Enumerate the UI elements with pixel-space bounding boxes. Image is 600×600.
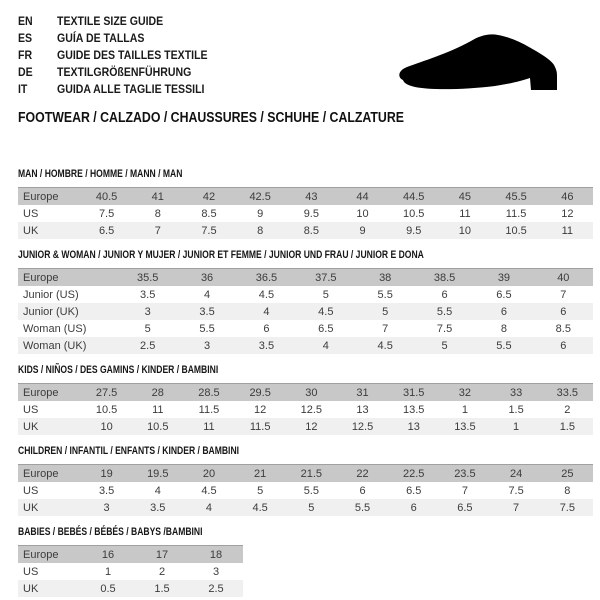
size-tables bbox=[18, 168, 600, 597]
size-cell: 30 bbox=[305, 386, 318, 399]
language-label: GUÍA DE TALLAS bbox=[57, 31, 145, 45]
row-label: US bbox=[23, 484, 39, 497]
size-cell: 8.5 bbox=[201, 207, 217, 220]
size-cell: 5 bbox=[257, 484, 264, 497]
table-row bbox=[18, 320, 593, 337]
size-cell: 5.5 bbox=[199, 322, 215, 335]
size-cell: 5 bbox=[144, 322, 151, 335]
size-cell: 7.5 bbox=[201, 224, 217, 237]
size-cell: 42.5 bbox=[249, 190, 271, 203]
row-label: US bbox=[23, 565, 39, 578]
size-cell: 12.5 bbox=[300, 403, 323, 416]
size-cell: 22.5 bbox=[403, 467, 425, 480]
size-cell: 8 bbox=[564, 484, 571, 497]
size-cell: 6 bbox=[560, 305, 567, 318]
size-cell: 41 bbox=[151, 190, 164, 203]
size-cell: 5 bbox=[322, 288, 329, 301]
size-cell: 10.5 bbox=[147, 420, 169, 433]
row-label: Woman (US) bbox=[23, 322, 87, 335]
size-cell: 3 bbox=[212, 565, 220, 578]
size-cell: 4 bbox=[263, 305, 270, 318]
row-label: Europe bbox=[23, 467, 59, 480]
size-cell: 23.5 bbox=[454, 467, 476, 480]
size-cell: 1.5 bbox=[154, 582, 170, 595]
size-cell: 39 bbox=[497, 271, 511, 284]
size-cell: 21.5 bbox=[300, 467, 323, 480]
size-cell: 16 bbox=[101, 548, 115, 561]
size-cell: 3 bbox=[144, 305, 151, 318]
size-cell: 38.5 bbox=[433, 271, 456, 284]
size-cell: 33.5 bbox=[556, 386, 579, 399]
size-cell: 5.5 bbox=[377, 288, 393, 301]
size-cell: 38 bbox=[379, 271, 392, 284]
table-row bbox=[18, 303, 593, 320]
table-row bbox=[18, 337, 593, 354]
size-cell: 11 bbox=[152, 403, 164, 416]
row-label: US bbox=[23, 403, 39, 416]
table-header-row bbox=[18, 546, 243, 564]
table-row bbox=[18, 222, 593, 239]
size-cell: 8.5 bbox=[303, 224, 319, 237]
row-label: UK bbox=[23, 420, 39, 433]
size-cell: 12 bbox=[561, 207, 574, 220]
size-cell: 6 bbox=[560, 339, 567, 352]
size-cell: 6.5 bbox=[406, 484, 422, 497]
size-cell: 5.5 bbox=[496, 339, 512, 352]
size-table bbox=[18, 383, 593, 435]
size-cell: 1 bbox=[513, 420, 520, 433]
size-cell: 29.5 bbox=[249, 386, 271, 399]
table-row bbox=[18, 418, 593, 435]
table-header-row bbox=[18, 465, 593, 483]
size-cell: 8.5 bbox=[555, 322, 571, 335]
size-cell: 13.5 bbox=[403, 403, 425, 416]
size-cell: 13 bbox=[407, 420, 420, 433]
size-cell: 44 bbox=[356, 190, 369, 203]
size-cell: 35.5 bbox=[136, 271, 159, 284]
row-label: Europe bbox=[23, 548, 59, 561]
size-cell: 7 bbox=[513, 501, 520, 514]
size-cell: 21 bbox=[254, 467, 267, 480]
size-cell: 5.5 bbox=[436, 305, 453, 318]
row-label: Europe bbox=[23, 190, 59, 203]
size-cell: 24 bbox=[509, 467, 523, 480]
size-cell: 36 bbox=[200, 271, 214, 284]
table-row bbox=[18, 563, 243, 580]
table-header-row bbox=[18, 269, 593, 287]
size-cell: 32 bbox=[458, 386, 472, 399]
size-cell: 37.5 bbox=[315, 271, 337, 284]
table-row bbox=[18, 499, 593, 516]
size-cell: 5 bbox=[308, 501, 315, 514]
size-cell: 7.5 bbox=[559, 501, 575, 514]
size-cell: 18 bbox=[209, 548, 223, 561]
size-cell: 7.5 bbox=[98, 207, 115, 220]
size-cell: 40 bbox=[557, 271, 570, 284]
size-cell: 43 bbox=[305, 190, 318, 203]
size-cell: 9 bbox=[359, 224, 366, 237]
shoe-icon bbox=[396, 28, 576, 96]
section-title-text: JUNIOR & WOMAN / JUNIOR Y MUJER / JUNIOR ET FEMME / JUNIOR UND FRAU / JUNIOR E DONA bbox=[18, 249, 424, 261]
size-cell: 9.5 bbox=[303, 207, 319, 220]
size-cell: 10.5 bbox=[95, 403, 118, 416]
size-cell: 36.5 bbox=[255, 271, 278, 284]
row-label: UK bbox=[23, 501, 39, 514]
size-table bbox=[18, 545, 243, 597]
size-cell: 4.5 bbox=[258, 288, 275, 301]
size-cell: 1.5 bbox=[559, 420, 575, 433]
size-cell: 4 bbox=[204, 288, 211, 301]
table-header-row bbox=[18, 188, 593, 206]
table-row bbox=[18, 401, 593, 418]
table-row bbox=[18, 286, 593, 303]
size-cell: 6.5 bbox=[318, 322, 334, 335]
row-label: Junior (UK) bbox=[23, 305, 79, 318]
row-label: Europe bbox=[23, 386, 59, 399]
size-cell: 10 bbox=[356, 207, 369, 220]
language-code: DE bbox=[18, 65, 33, 79]
size-cell: 1 bbox=[104, 565, 112, 578]
size-cell: 8 bbox=[257, 224, 264, 237]
size-section bbox=[18, 526, 600, 597]
size-cell: 46 bbox=[561, 190, 574, 203]
size-cell: 11.5 bbox=[249, 420, 271, 433]
size-cell: 20 bbox=[202, 467, 216, 480]
size-cell: 7 bbox=[382, 322, 389, 335]
size-cell: 3.5 bbox=[258, 339, 275, 352]
language-label: TEXTILE SIZE GUIDE bbox=[57, 14, 164, 28]
size-cell: 12 bbox=[254, 403, 267, 416]
language-label: TEXTILGRÖßENFÜHRUNG bbox=[57, 65, 192, 79]
size-cell: 4 bbox=[154, 484, 161, 497]
size-cell: 3.5 bbox=[199, 305, 215, 318]
language-code: ES bbox=[18, 31, 33, 45]
size-cell: 1.5 bbox=[508, 403, 524, 416]
size-cell: 10.5 bbox=[505, 224, 527, 237]
size-cell: 28.5 bbox=[198, 386, 220, 399]
language-label: GUIDA ALLE TAGLIE TESSILI bbox=[57, 82, 205, 96]
size-cell: 11 bbox=[459, 207, 471, 220]
size-cell: 4.5 bbox=[377, 339, 393, 352]
section-title bbox=[18, 168, 600, 180]
table-row bbox=[18, 482, 593, 499]
section-title bbox=[18, 364, 600, 376]
size-cell: 5 bbox=[382, 305, 389, 318]
size-cell: 13 bbox=[356, 403, 369, 416]
size-cell: 4.5 bbox=[201, 484, 217, 497]
row-label: UK bbox=[23, 582, 39, 595]
size-cell: 6.5 bbox=[457, 501, 473, 514]
size-cell: 11 bbox=[203, 420, 215, 433]
size-cell: 11.5 bbox=[505, 207, 527, 220]
table-row bbox=[18, 580, 243, 597]
size-cell: 10 bbox=[100, 420, 113, 433]
section-title-text: CHILDREN / INFANTIL / ENFANTS / KINDER / BAMBINI bbox=[18, 445, 240, 457]
size-cell: 6 bbox=[410, 501, 417, 514]
size-cell: 7 bbox=[154, 224, 161, 237]
size-cell: 0.5 bbox=[100, 582, 116, 595]
size-section bbox=[18, 249, 600, 354]
size-section bbox=[18, 364, 600, 435]
size-cell: 7 bbox=[461, 484, 468, 497]
header bbox=[18, 13, 600, 98]
section-title bbox=[18, 445, 600, 457]
size-section bbox=[18, 168, 600, 239]
category-heading-text: FOOTWEAR / CALZADO / CHAUSSURES / SCHUHE / CALZATURE bbox=[18, 110, 404, 126]
section-title-text: MAN / HOMBRE / HOMME / MANN / MAN bbox=[18, 168, 183, 180]
language-code: IT bbox=[18, 82, 28, 96]
language-code: FR bbox=[18, 48, 33, 62]
size-cell: 5.5 bbox=[354, 501, 371, 514]
section-title-text: KIDS / NIÑOS / DES GAMINS / KINDER / BAMBINI bbox=[18, 364, 219, 376]
size-cell: 4 bbox=[205, 501, 213, 514]
size-cell: 27.5 bbox=[95, 386, 118, 399]
size-cell: 12 bbox=[305, 420, 318, 433]
size-cell: 11.5 bbox=[198, 403, 220, 416]
table-header-row bbox=[18, 384, 593, 402]
size-cell: 10.5 bbox=[403, 207, 425, 220]
size-table bbox=[18, 464, 593, 516]
language-label: GUIDE DES TAILLES TEXTILE bbox=[57, 48, 208, 62]
size-cell: 8 bbox=[154, 207, 161, 220]
size-cell: 6.5 bbox=[98, 224, 115, 237]
size-cell: 2.5 bbox=[208, 582, 224, 595]
size-cell: 5.5 bbox=[303, 484, 319, 497]
size-cell: 2.5 bbox=[140, 339, 156, 352]
size-section bbox=[18, 445, 600, 516]
size-cell: 9 bbox=[257, 207, 264, 220]
size-cell: 9.5 bbox=[406, 224, 422, 237]
size-cell: 4.5 bbox=[252, 501, 268, 514]
size-cell: 31 bbox=[356, 386, 369, 399]
size-cell: 3.5 bbox=[150, 501, 166, 514]
size-cell: 25 bbox=[561, 467, 574, 480]
section-title bbox=[18, 249, 600, 261]
section-title bbox=[18, 526, 600, 538]
size-cell: 2 bbox=[564, 403, 571, 416]
size-cell: 3 bbox=[204, 339, 211, 352]
size-cell: 13.5 bbox=[454, 420, 476, 433]
size-cell: 7 bbox=[560, 288, 567, 301]
size-cell: 6.5 bbox=[496, 288, 512, 301]
size-cell: 44.5 bbox=[403, 190, 425, 203]
size-cell: 40.5 bbox=[95, 190, 118, 203]
size-cell: 7.5 bbox=[436, 322, 453, 335]
row-label: US bbox=[23, 207, 39, 220]
size-cell: 45 bbox=[458, 190, 472, 203]
section-title-text: BABIES / BEBÉS / BÉBÉS / BABYS /BAMBINI bbox=[18, 526, 203, 538]
size-table bbox=[18, 268, 593, 354]
size-cell: 6 bbox=[263, 322, 270, 335]
size-cell: 33 bbox=[509, 386, 523, 399]
size-cell: 8 bbox=[500, 322, 507, 335]
size-cell: 6 bbox=[500, 305, 507, 318]
size-cell: 4 bbox=[322, 339, 329, 352]
row-label: Europe bbox=[23, 271, 59, 284]
row-label: UK bbox=[23, 224, 39, 237]
size-cell: 17 bbox=[155, 548, 169, 561]
size-cell: 4.5 bbox=[318, 305, 334, 318]
size-cell: 12.5 bbox=[351, 420, 374, 433]
size-cell: 28 bbox=[151, 386, 164, 399]
size-cell: 7.5 bbox=[508, 484, 524, 497]
size-cell: 1 bbox=[461, 403, 468, 416]
size-cell: 22 bbox=[356, 467, 369, 480]
size-cell: 19.5 bbox=[147, 467, 169, 480]
size-cell: 19 bbox=[100, 467, 113, 480]
language-code: EN bbox=[18, 14, 33, 28]
table-row bbox=[18, 205, 593, 222]
size-cell: 45.5 bbox=[505, 190, 527, 203]
size-cell: 2 bbox=[158, 565, 166, 578]
row-label: Junior (US) bbox=[23, 288, 79, 301]
row-label: Woman (UK) bbox=[23, 339, 87, 352]
category-heading bbox=[18, 110, 600, 127]
size-table bbox=[18, 187, 593, 239]
size-cell: 5 bbox=[441, 339, 448, 352]
size-cell: 10 bbox=[458, 224, 472, 237]
size-cell: 42 bbox=[202, 190, 216, 203]
size-cell: 6 bbox=[359, 484, 366, 497]
size-cell: 11 bbox=[561, 224, 574, 237]
size-cell: 3 bbox=[103, 501, 110, 514]
size-cell: 3.5 bbox=[140, 288, 156, 301]
size-cell: 3.5 bbox=[98, 484, 115, 497]
size-cell: 31.5 bbox=[403, 386, 425, 399]
size-cell: 6 bbox=[441, 288, 448, 301]
